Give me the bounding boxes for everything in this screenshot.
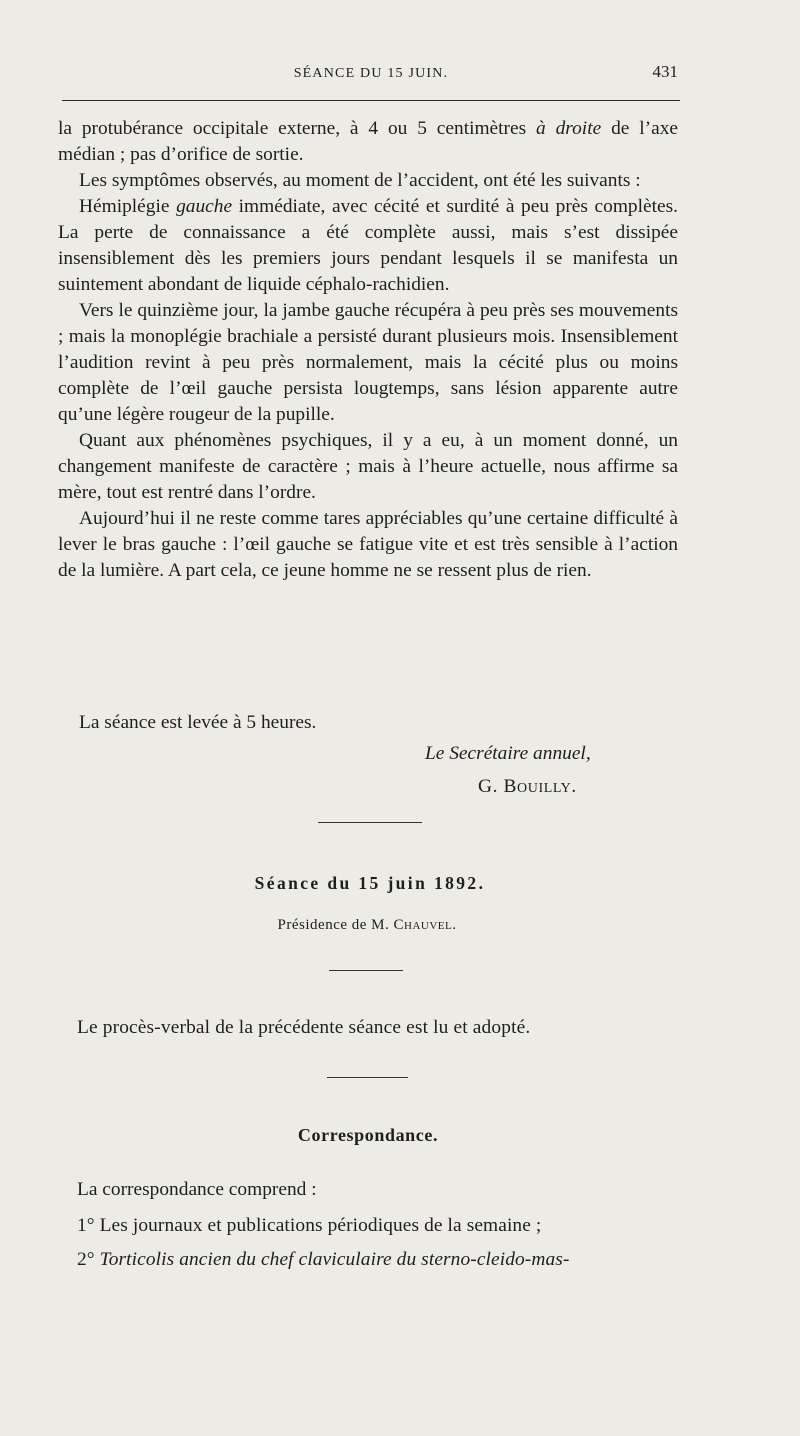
p1-text-a: la protubérance occipitale externe, à 4 ou 5 centimètres — [58, 118, 537, 139]
signature-name — [478, 776, 577, 798]
paragraph-1 — [58, 116, 678, 168]
p3-text-b: immédiate, avec cécité et surdité à peu près complètes. La perte de connaissance a été complète aussi, mais s’est dissipée insensiblement dès les premiers jours pendant lesquels il se manifesta un suintement abondant de liquide céphalo-rachidien. — [58, 196, 678, 295]
item-2-number: 2° — [77, 1249, 100, 1270]
presidence-line — [0, 917, 734, 934]
secretary-title: Le Secrétaire annuel, — [425, 743, 591, 764]
p3-text-a: Hémiplégie — [79, 196, 177, 217]
p1-text-b: de l’axe médian ; pas d’orifice de sortie. — [58, 118, 678, 165]
adjournment-line: La séance est levée à 5 heures. — [79, 712, 317, 733]
running-head — [62, 62, 680, 86]
paragraph-5: Quant aux phénomènes psychiques, il y a eu, à un moment donné, un changement manifeste de caractère ; mais à l’heure actuelle, nous affirme sa mère, tout est rentré dans l’ordre. — [58, 430, 678, 503]
paragraph-4: Vers le quinzième jour, la jambe gauche récupéra à peu près ses mouvements ; mais la monoplégie brachiale a persisté durant plusieurs mois. Insensiblement l’audition revint à peu près normalement, mais la cécité plus ou moins complète de l’œil gauche persista lougtemps, sans lésion apparente autre qu’une légère rougeur de la pupille. — [58, 300, 678, 425]
correspondance-intro: La correspondance comprend : — [77, 1179, 317, 1200]
presidence-period: . — [452, 917, 457, 933]
correspondance-item-1: 1° Les journaux et publications périodiques de la semaine ; — [77, 1215, 542, 1236]
section-divider — [329, 970, 403, 971]
p3-italic: gauche — [176, 196, 233, 217]
seance-heading: Séance du 15 juin 1892. — [254, 873, 486, 893]
correspondance-heading: Correspondance. — [297, 1125, 439, 1145]
header-rule — [62, 100, 680, 101]
signature-initial: G. — [478, 776, 504, 797]
minutes-line: Le procès-verbal de la précédente séance est lu et adopté. — [77, 1017, 531, 1038]
section-divider — [327, 1077, 408, 1078]
running-head-title: SÉANCE DU 15 JUIN. — [293, 66, 449, 81]
item-2-italic: Torticolis ancien du chef claviculaire du sterno-cleido-mas- — [99, 1249, 570, 1270]
paragraph-2: Les symptômes observés, au moment de l’accident, ont été les suivants : — [79, 170, 641, 191]
paragraph-6: Aujourd’hui il ne reste comme tares appréciables qu’une certaine difficulté à lever le bras gauche : l’œil gauche se fatigue vite et est très sensible à l’action de la lumière. A part cela, ce jeune homme ne se ressent plus de rien. — [58, 508, 678, 581]
page-number: 431 — [652, 62, 678, 81]
signature-surname: Bouilly — [503, 776, 572, 797]
presidence-prefix: Présidence de M. — [277, 917, 394, 933]
body-text — [58, 116, 678, 584]
paragraph-3 — [58, 194, 678, 298]
p1-italic: à droite — [536, 118, 602, 139]
section-divider — [318, 822, 422, 823]
correspondance-item-2 — [77, 1249, 569, 1271]
presidence-name: Chauvel — [393, 917, 453, 933]
signature-period: . — [571, 776, 577, 797]
